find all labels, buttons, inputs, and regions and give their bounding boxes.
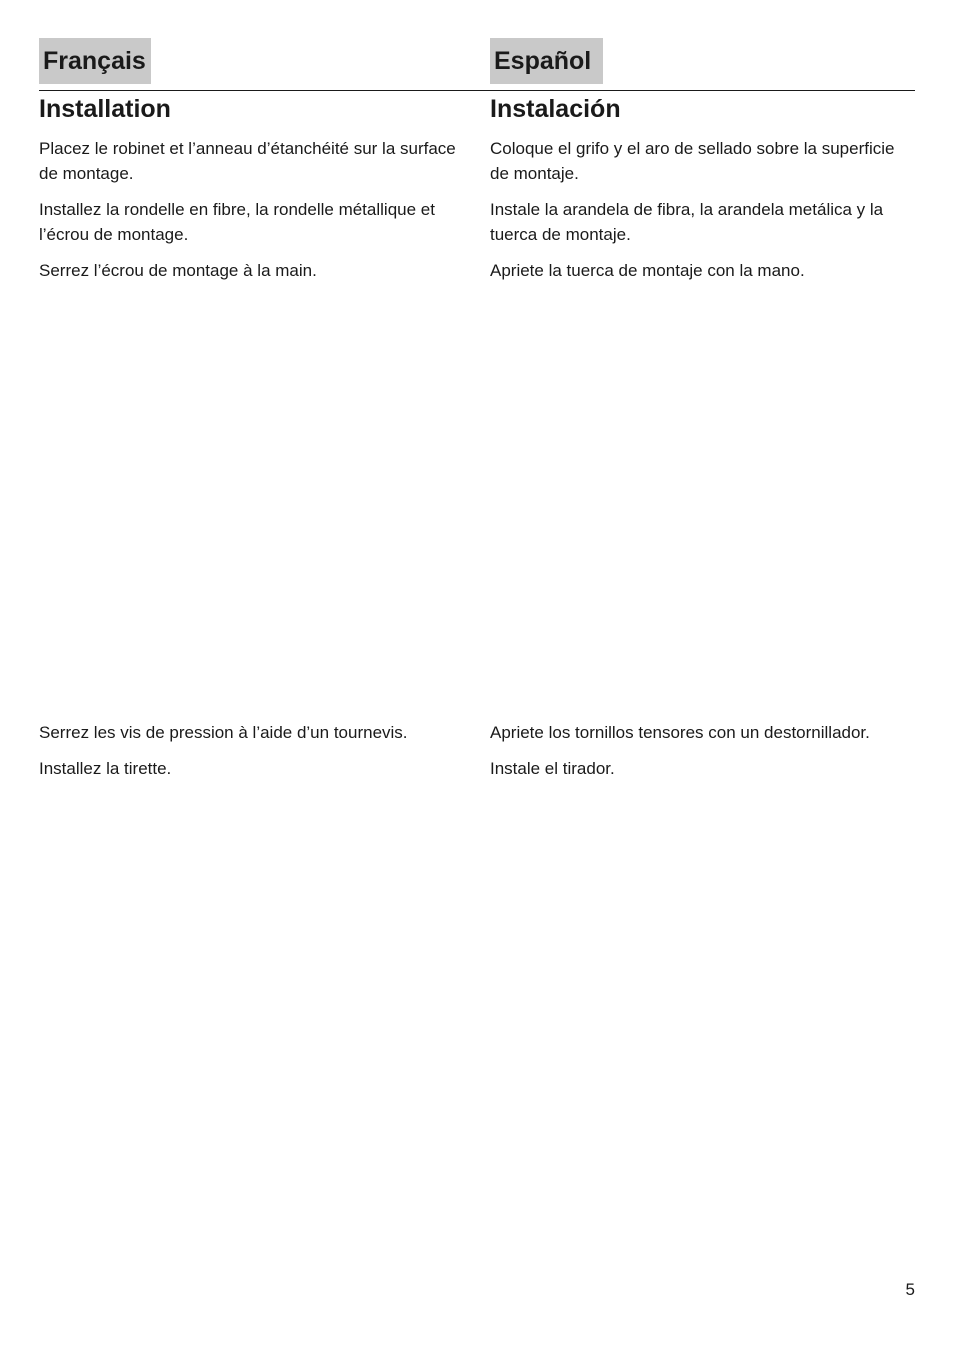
- instruction-step: Coloque el grifo y el aro de sellado sobre la superficie de montaje.: [490, 139, 895, 183]
- instruction-step: Apriete la tuerca de montaje con la mano.: [490, 261, 805, 280]
- french-installation-section: [39, 94, 467, 294]
- instruction-step: Installez la rondelle en fibre, la rondelle métallique et l’écrou de montage.: [39, 200, 435, 244]
- section-heading-spanish: Instalación: [490, 95, 621, 123]
- language-tab-french: Français: [39, 38, 151, 84]
- instruction-step: Instale la arandela de fibra, la arandela metálica y la tuerca de montaje.: [490, 200, 884, 244]
- spanish-final-steps: [490, 720, 918, 792]
- instruction-step: Apriete los tornillos tensores con un destornillador.: [490, 723, 870, 742]
- french-final-steps: [39, 720, 467, 792]
- spanish-installation-section: [490, 94, 918, 294]
- section-heading-french: Installation: [39, 95, 171, 123]
- language-tab-spanish: Español: [490, 38, 603, 84]
- header-divider: [39, 90, 915, 91]
- instruction-step: Serrez les vis de pression à l’aide d’un tournevis.: [39, 723, 408, 742]
- instruction-step: Instale el tirador.: [490, 759, 615, 778]
- instruction-step: Installez la tirette.: [39, 759, 172, 778]
- instruction-step: Serrez l’écrou de montage à la main.: [39, 261, 317, 280]
- instruction-step: Placez le robinet et l’anneau d’étanchéité sur la surface de montage.: [39, 139, 456, 183]
- page-number: 5: [905, 1280, 915, 1299]
